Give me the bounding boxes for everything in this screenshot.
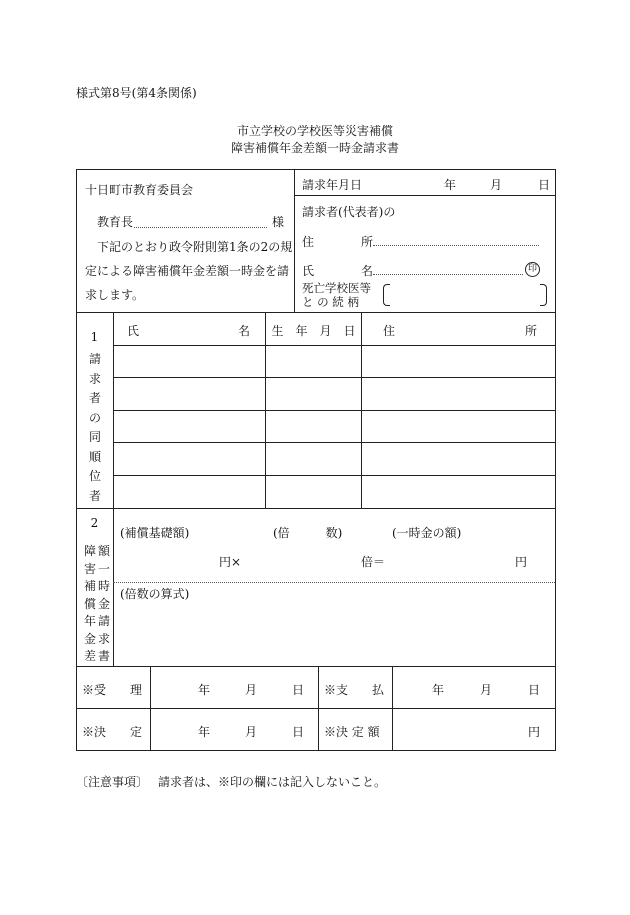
- col-birthdate-head: 生 年 月 日: [271, 324, 356, 338]
- section2-label-col1-char: 補: [83, 579, 96, 593]
- section1-label-char: 順: [88, 449, 101, 464]
- section2-number: 2: [90, 516, 99, 530]
- date-year: 年: [444, 178, 457, 192]
- name-label-end: 名: [361, 264, 374, 278]
- address-label: 住: [302, 235, 315, 249]
- received-month: 月: [245, 683, 258, 697]
- decided-year: 年: [198, 725, 211, 739]
- addressee-title: 教育長: [97, 215, 134, 229]
- received-day: 日: [292, 683, 305, 697]
- section2-label-col1-char: 金: [83, 631, 96, 646]
- decided-day: 日: [292, 725, 305, 739]
- section1-label-char: 請: [88, 352, 101, 366]
- section1-label-char: の: [88, 410, 101, 425]
- honorific: 様: [272, 215, 285, 229]
- times-equals-label: 倍＝: [361, 555, 386, 569]
- claimant-label: 請求者(代表者)の: [302, 205, 396, 219]
- formula-label: (倍数の算式): [120, 587, 190, 601]
- paid-year: 年: [432, 683, 445, 697]
- form-number: 様式第8号(第4条関係): [76, 86, 197, 100]
- section1-label-char: 位: [88, 469, 101, 483]
- section2-label-col2-char: 額: [97, 544, 110, 558]
- col-address-head: 住: [383, 324, 396, 338]
- relation-bracket-right: [540, 284, 547, 306]
- multiplier-label: (倍 数): [273, 526, 343, 540]
- date-day: 日: [538, 178, 551, 192]
- section1-label-char: 同: [88, 430, 101, 444]
- received-year: 年: [198, 683, 211, 697]
- col-name-head: 氏: [127, 324, 140, 338]
- request-text-line3: 求します。: [85, 288, 145, 302]
- relation-label: [302, 281, 371, 309]
- received-label: ※受 理: [82, 683, 143, 697]
- section2-label-col1-char: 害: [83, 561, 96, 576]
- note-text: 請求者は、※印の欄には記入しないこと。: [158, 775, 387, 789]
- section1-number: 1: [90, 330, 99, 344]
- form-title-line2: 障害補償年金差額一時金請求書: [230, 141, 399, 155]
- paid-month: 月: [480, 683, 493, 697]
- base-amount-label: (補償基礎額): [120, 526, 190, 540]
- address-dotted-line[interactable]: [373, 245, 539, 246]
- decided-month: 月: [245, 725, 258, 739]
- org-name: 十日町市教育委員会: [85, 183, 194, 197]
- addressee-dotted-line: [134, 227, 267, 228]
- section2-label-col2-char: 求: [97, 631, 110, 646]
- section2-label-col1-char: 差: [83, 649, 96, 663]
- section2-label-col1-char: 償: [83, 596, 96, 611]
- lump-sum-label: (一時金の額): [392, 526, 462, 540]
- section2-label-col1-char: 障: [83, 544, 96, 558]
- yen-times-label: 円×: [219, 555, 242, 569]
- section2-label-col2-char: 請: [97, 614, 110, 628]
- section2-label-col2-char: 金: [97, 596, 110, 611]
- address-label-end: 所: [361, 235, 374, 249]
- request-date-label: 請求年月日: [302, 178, 363, 192]
- lump-sum-yen-label: 円: [515, 555, 528, 569]
- form-title-line1: 市立学校の学校医等災害補償: [236, 124, 393, 138]
- paid-label: ※支 払: [324, 683, 385, 697]
- request-text-line1: 下記のとおり政令附則第1条の2の規: [97, 240, 293, 254]
- section2-label-col2-char: 書: [97, 649, 110, 663]
- relation-label-line1: 死亡学校医等: [302, 281, 371, 295]
- section1-label-char: 求: [88, 371, 101, 386]
- date-month: 月: [490, 178, 503, 192]
- section1-label-char: 者: [88, 488, 101, 503]
- section2-label-col2-char: 時: [97, 579, 110, 593]
- relation-label-line2: と の 続 柄: [302, 295, 359, 309]
- request-text-line2: 定による障害補償年金差額一時金を請: [85, 264, 290, 278]
- name-dotted-line[interactable]: [373, 274, 523, 275]
- name-label: 氏: [302, 264, 315, 278]
- relation-bracket-left: [383, 284, 390, 306]
- note-label: 〔注意事項〕: [76, 775, 149, 789]
- section2-label-col2-char: 一: [97, 561, 110, 576]
- decided-label: ※決 定: [82, 725, 143, 739]
- decided-amount-label: ※決 定 額: [324, 725, 380, 739]
- col-address-head-end: 所: [525, 324, 538, 338]
- decided-amount-yen: 円: [528, 725, 541, 739]
- paid-day: 日: [528, 683, 541, 697]
- section2-label-col1-char: 年: [83, 614, 96, 628]
- section1-label-char: 者: [88, 391, 101, 405]
- seal-mark: 印: [525, 262, 540, 277]
- col-name-head-end: 名: [238, 324, 251, 338]
